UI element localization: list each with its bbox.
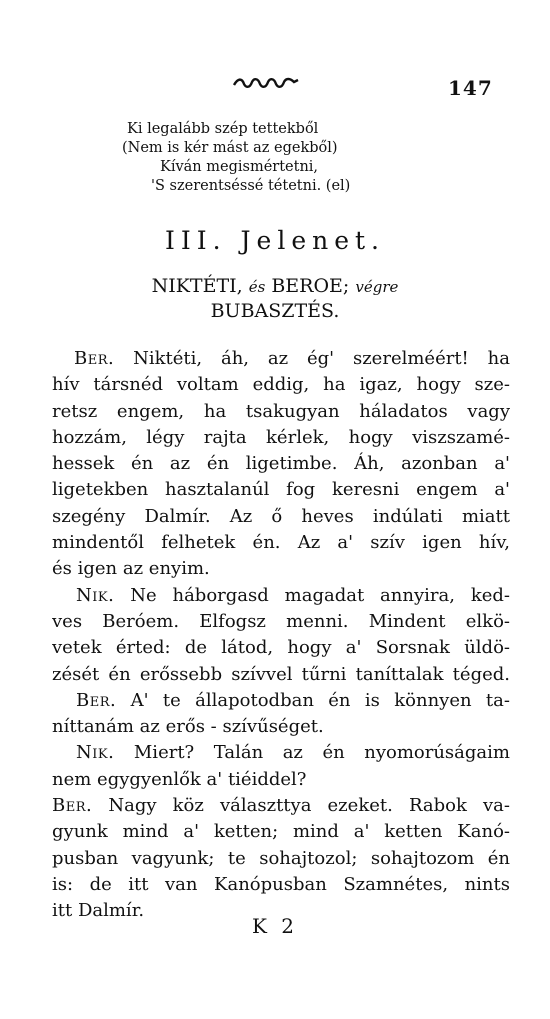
- dialogue-line: Ber. Niktéti, áh, az ég' szerelméért! ha: [74, 348, 510, 369]
- dialogue-line: itt Dalmír.: [52, 900, 145, 922]
- dialogue-line: Ber. A' te állapotodban én is könnyen ta-: [76, 689, 510, 711]
- dialogue-line: ves Beróem. Elfogsz menni. Mindent elkö-: [52, 610, 510, 632]
- dialogue-line: hessek én az én ligetimbe. Áh, azonban a': [52, 453, 510, 475]
- dialogue-line: és igen az enyim.: [52, 558, 210, 580]
- dialogue-line: gyunk mind a' ketten; mind a' ketten Kanó-: [52, 821, 510, 843]
- dialogue-line: Nik. Ne háborgasd magadat annyira, ked-: [76, 584, 510, 606]
- speaker-label: Ber.: [74, 348, 115, 369]
- character-name: NIKTÉTI,: [151, 275, 243, 297]
- verse-line: (Nem is kér mást az egekből): [122, 140, 338, 156]
- dialogue-line: níttanám az erős - szívűséget.: [52, 716, 324, 738]
- character-list: [0, 274, 550, 323]
- speaker-label: Ber.: [76, 689, 117, 711]
- verse-line: Kíván megismértetni,: [160, 159, 319, 175]
- stage-note: végre: [355, 278, 399, 296]
- page-number: 147: [448, 76, 493, 100]
- scene-heading: III. Jelenet.: [164, 226, 386, 255]
- dialogue-line: pusban vagyunk; te sohajtozol; sohajtozom én: [52, 847, 510, 869]
- verse-block: [0, 120, 550, 196]
- dialogue-line: hív társnéd voltam eddig, ha igaz, hogy sze-: [52, 374, 510, 396]
- dialogue-line: ligetekben hasztalanúl fog keresni engem a': [52, 479, 510, 501]
- dialogue-line: mindentől felhetek én. Az a' szív igen hív,: [52, 532, 510, 554]
- dialogue-line: zését én erőssebb szívvel tűrni taníttalak téged.: [52, 663, 510, 685]
- dialogue-line: Nik. Miert? Talán az én nyomorúságaim: [76, 742, 510, 764]
- dialogue-line: vetek érted: de látod, hogy a' Sorsnak üldö-: [52, 637, 510, 659]
- ornament-swirl-icon: [232, 76, 302, 90]
- character-name: BEROE;: [271, 275, 350, 297]
- dialogue-line: is: de itt van Kanópusban Szamnétes, nints: [52, 873, 510, 895]
- verse-line: 'S szerentséssé tétetni. (el): [151, 178, 351, 194]
- dialogue-body: [52, 346, 510, 925]
- verse-line: Ki legalább szép tettekből: [127, 121, 319, 137]
- dialogue-line: szegény Dalmír. Az ő heves indúlati miatt: [52, 505, 510, 527]
- dialogue-line: retsz engem, ha tsakugyan háladatos vagy: [52, 400, 510, 422]
- dialogue-line: hozzám, légy rajta kérlek, hogy viszszamé-: [52, 426, 510, 448]
- speaker-label: Ber.: [52, 795, 93, 817]
- signature-mark: K 2: [251, 914, 299, 938]
- dialogue-line: nem egygyenlők a' tiéiddel?: [52, 768, 307, 790]
- speaker-label: Nik.: [76, 742, 115, 764]
- conjunction: és: [248, 278, 266, 296]
- dialogue-line: Ber. Nagy köz választtya ezeket. Rabok va-: [52, 795, 510, 817]
- character-name: BUBASZTÉS.: [210, 300, 340, 322]
- speaker-label: Nik.: [76, 584, 115, 606]
